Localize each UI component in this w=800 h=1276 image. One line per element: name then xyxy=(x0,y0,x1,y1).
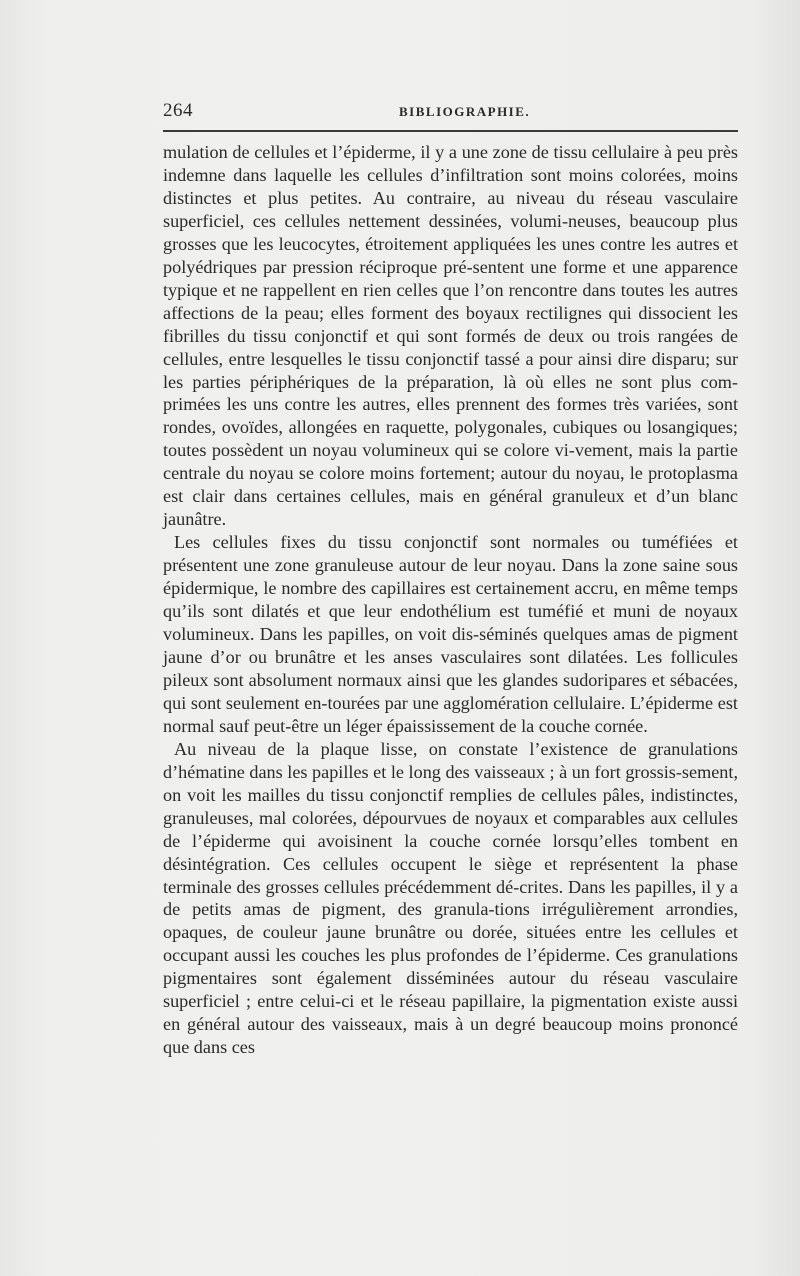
page-header xyxy=(163,100,738,126)
body-text xyxy=(163,141,738,1059)
paragraph-1: mulation de cellules et l’épiderme, il y a une zone de tissu cellulaire à peu près indemne dans laquelle les cellules d’infiltration sont moins colorées, moins distinctes et plus petites. Au contraire, au niveau du réseau vasculaire superficiel, ces cellules nettement dessinées, volumi-neuses, beaucoup plus grosses que les leucocytes, étroitement appliquées les unes contre les autres et polyédriques par pression réciproque pré-sentent une forme et une apparence typique et ne rappellent en rien celles que l’on rencontre dans toutes les autres affections de la peau; elles forment des boyaux rectilignes qui dissocient les fibrilles du tissu conjonctif et qui sont formés de deux ou trois rangées de cellules, entre lesquelles le tissu conjonctif tassé a pour ainsi dire disparu; sur les parties périphériques de la préparation, là où elles ne sont plus com-primées les uns contre les autres, elles prennent des formes très variées, sont rondes, ovoïdes, allongées en raquette, polygonales, cubiques ou losangiques; toutes possèdent un noyau volumineux qui se colore vi-vement, mais la partie centrale du noyau se colore moins fortement; autour du noyau, le protoplasma est clair dans certaines cellules, mais en général granuleux et d’un blanc jaunâtre. xyxy=(163,142,738,530)
paragraph-3: Au niveau de la plaque lisse, on constate l’existence de granulations d’hématine dans les papilles et le long des vaisseaux ; à un fort grossis-sement, on voit les mailles du tissu conjonctif remplies de cellules pâles, indistinctes, granuleuses, mal colorées, dépourvues de noyaux et comparables aux cellules de l’épiderme qui avoisinent la couche cornée lorsqu’elles tombent en désintégration. Ces cellules occupent le siège et représentent la phase terminale des grosses cellules précédemment dé-crites. Dans les papilles, il y a de petits amas de pigment, des granula-tions irrégulièrement arrondies, opaques, de couleur jaune brunâtre ou dorée, situées entre les cellules et occupant aussi les couches les plus profondes de l’épiderme. Ces granulations pigmentaires sont également disséminées autour du réseau vasculaire superficiel ; entre celui-ci et le réseau papillaire, la pigmentation existe aussi en général autour des vaisseaux, mais à un degré beaucoup moins prononcé que dans ces xyxy=(163,738,738,1058)
paragraph-2: Les cellules fixes du tissu conjonctif sont normales ou tuméfiées et présentent une zone granuleuse autour de leur noyau. Dans la zone saine sous épidermique, le nombre des capillaires est certainement accru, en même temps qu’ils sont dilatés et que leur endothélium est tuméfié et muni de noyaux volumineux. Dans les papilles, on voit dis-séminés quelques amas de pigment jaune d’or ou brunâtre et les anses vasculaires sont dilatées. Les follicules pileux sont absolument normaux ainsi que les glandes sudoripares et sébacées, qui sont seulement en-tourées par une agglomération cellulaire. L’épiderme est normal sauf peut-être un léger épaississement de la couche cornée. xyxy=(163,532,738,736)
page-number: 264 xyxy=(163,100,193,121)
header-rule xyxy=(163,130,738,132)
running-head: BIBLIOGRAPHIE. xyxy=(399,104,531,119)
